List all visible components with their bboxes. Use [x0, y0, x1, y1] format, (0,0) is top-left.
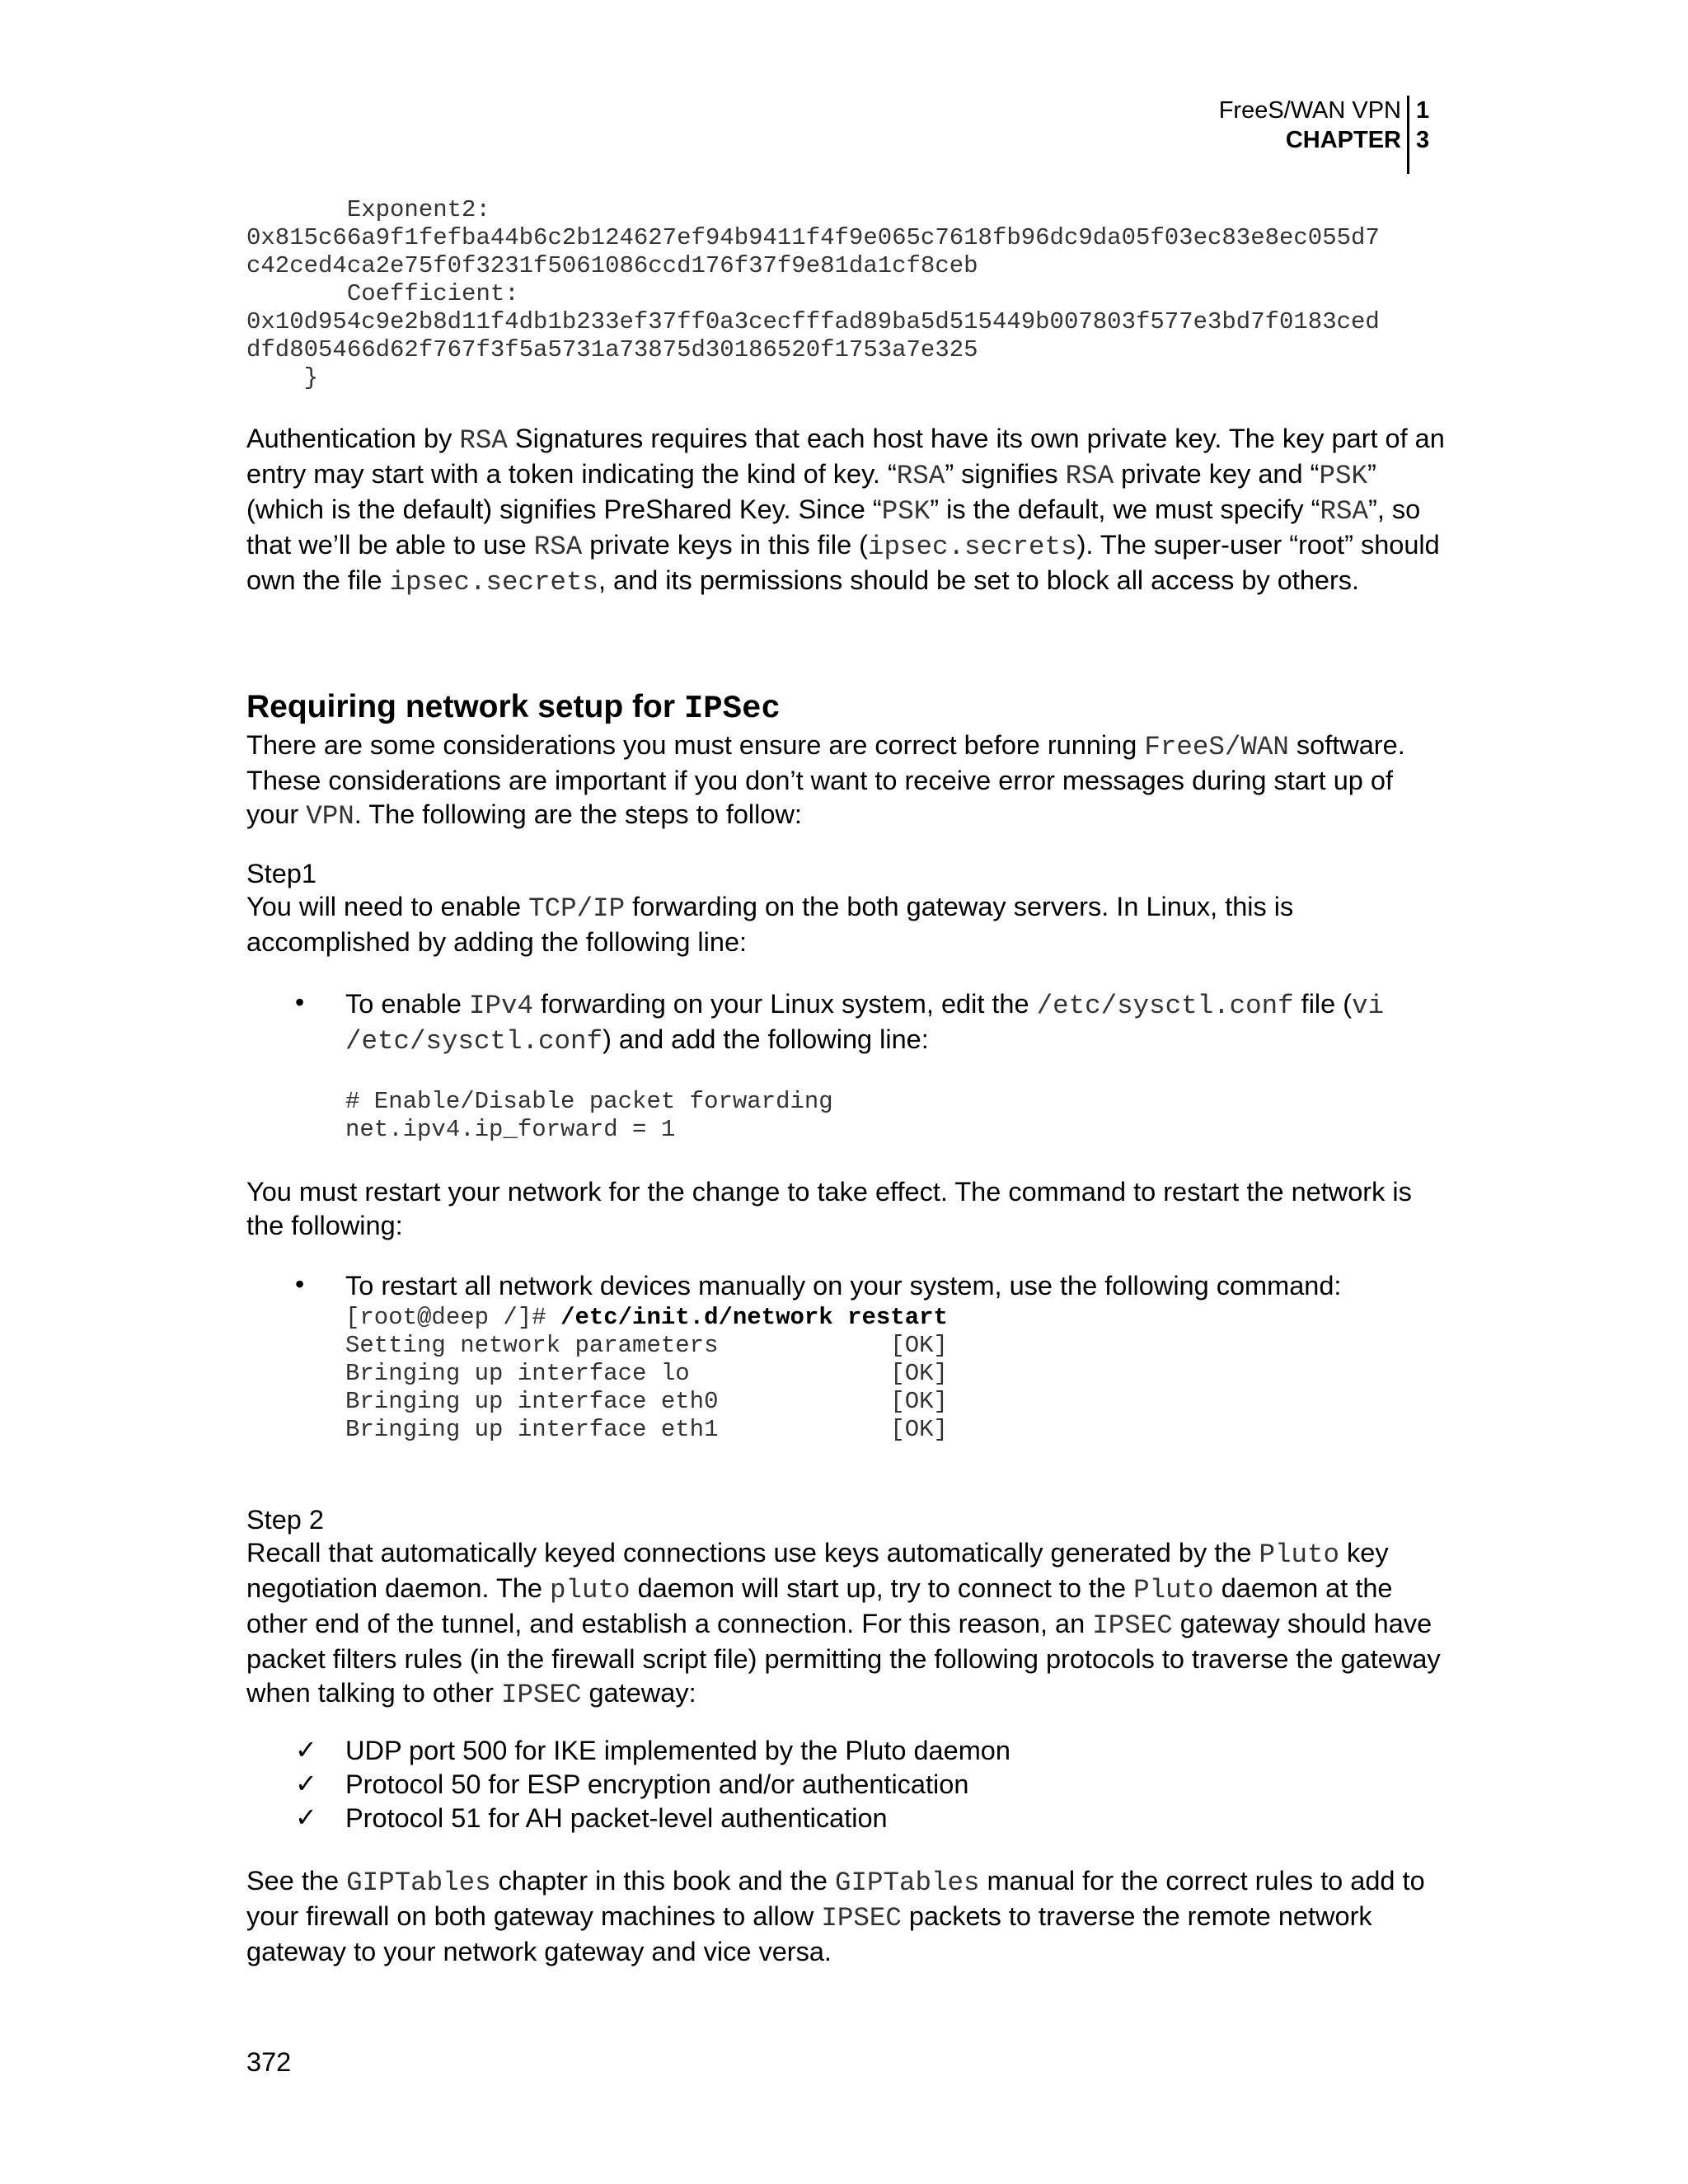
bullet-icon: •: [295, 987, 305, 1017]
header-divider: [1407, 96, 1409, 174]
checkmark-icon: ✓: [295, 1769, 317, 1798]
checklist-item: UDP port 500 for IKE implemented by the Pluto daemon: [345, 1736, 1010, 1765]
running-header: [1137, 96, 1401, 155]
checklist-item: Protocol 51 for AH packet-level authentication: [345, 1803, 888, 1833]
paragraph-giptables: See the GIPTables chapter in this book and the GIPTables manual for the correct rules to add to your firewall on both gateway machines to allow IPSEC packets to traverse the remote network gateway to your network gateway and vice versa.: [246, 1866, 1425, 1966]
key-code-block: Exponent2: 0x815c66a9f1fefba44b6c2b124627ef94b9411f4f9e065c7618fb96dc9da05f03ec83e8ec055d7 c42ced4ca2e75f0f3231f5061086ccd176f37f9e81da1cf8ceb Coefficient: 0x10d954c9e2b8d11f4db1b233ef37ff0a3cecfffad89ba5d515449b007803f577e3bd7f0183ced dfd805466d62f767f3f5a5731a73875d30186520f1753a7e325 }: [246, 196, 1380, 391]
step1-label: Step1: [246, 859, 316, 888]
header-title: FreeS/WAN VPN: [1218, 97, 1401, 124]
step2-text: Recall that automatically keyed connections use keys automatically generated by the Pluto key negotiation daemon. The pluto daemon will start up, try to connect to the Pluto daemon at the other end of the tunnel, and establish a connection. For this reason, an IPSEC gateway should have packet filters rules (in the firewall script file) permitting the following protocols to traverse the gateway when talking to other IPSEC gateway:: [246, 1538, 1441, 1710]
bullet-enable-ipv4: To enable IPv4 forwarding on your Linux system, edit the /etc/sysctl.conf file (vi /etc/sysctl.conf) and add the following line:: [345, 989, 1385, 1057]
checkmark-icon: ✓: [295, 1735, 317, 1765]
checkmark-icon: ✓: [295, 1802, 317, 1832]
section-heading: Requiring network setup for IPSec: [246, 689, 781, 727]
paragraph-considerations: There are some considerations you must ensure are correct before running FreeS/WAN software. These considerations are important if you don’t want to receive error messages during start up of your VPN. The following are the steps to follow:: [246, 730, 1405, 832]
sysctl-code-block: # Enable/Disable packet forwarding net.ipv4.ip_forward = 1: [345, 1088, 833, 1143]
paragraph-rsa-authentication: Authentication by RSA Signatures requires that each host have its own private key. The key part of an entry may start with a token indicating the kind of key. “RSA” signifies RSA private key and “PSK” (which is the default) signifies PreShared Key. Since “PSK” is the default, we must specify “RSA”, so that we’ll be able to use RSA private keys in this file (ipsec.secrets). The super-user “root” should own the file ipsec.secrets, and its permissions should be set to block all access by others.: [246, 424, 1445, 598]
restart-command-output: [root@deep /]# /etc/init.d/network restart Setting network parameters [OK] Bringing up interface lo [OK] Bringing up interface eth0 [OK] Bringing up interface eth1 [OK]: [345, 1304, 948, 1443]
page-number: 372: [246, 2047, 292, 2077]
header-chapter-label: CHAPTER: [1285, 127, 1401, 153]
checklist-item: Protocol 50 for ESP encryption and/or authentication: [345, 1769, 969, 1799]
step1-text: You will need to enable TCP/IP forwarding on the both gateway servers. In Linux, this is accomplished by adding the following line:: [246, 892, 1294, 957]
bullet-icon: •: [295, 1269, 305, 1299]
step2-label: Step 2: [246, 1505, 324, 1535]
paragraph-restart-network: You must restart your network for the change to take effect. The command to restart the network is the following:: [246, 1177, 1412, 1240]
bullet-restart-devices: To restart all network devices manually on your system, use the following command:: [345, 1271, 1342, 1301]
header-chapter-number: 1 3: [1416, 97, 1430, 153]
